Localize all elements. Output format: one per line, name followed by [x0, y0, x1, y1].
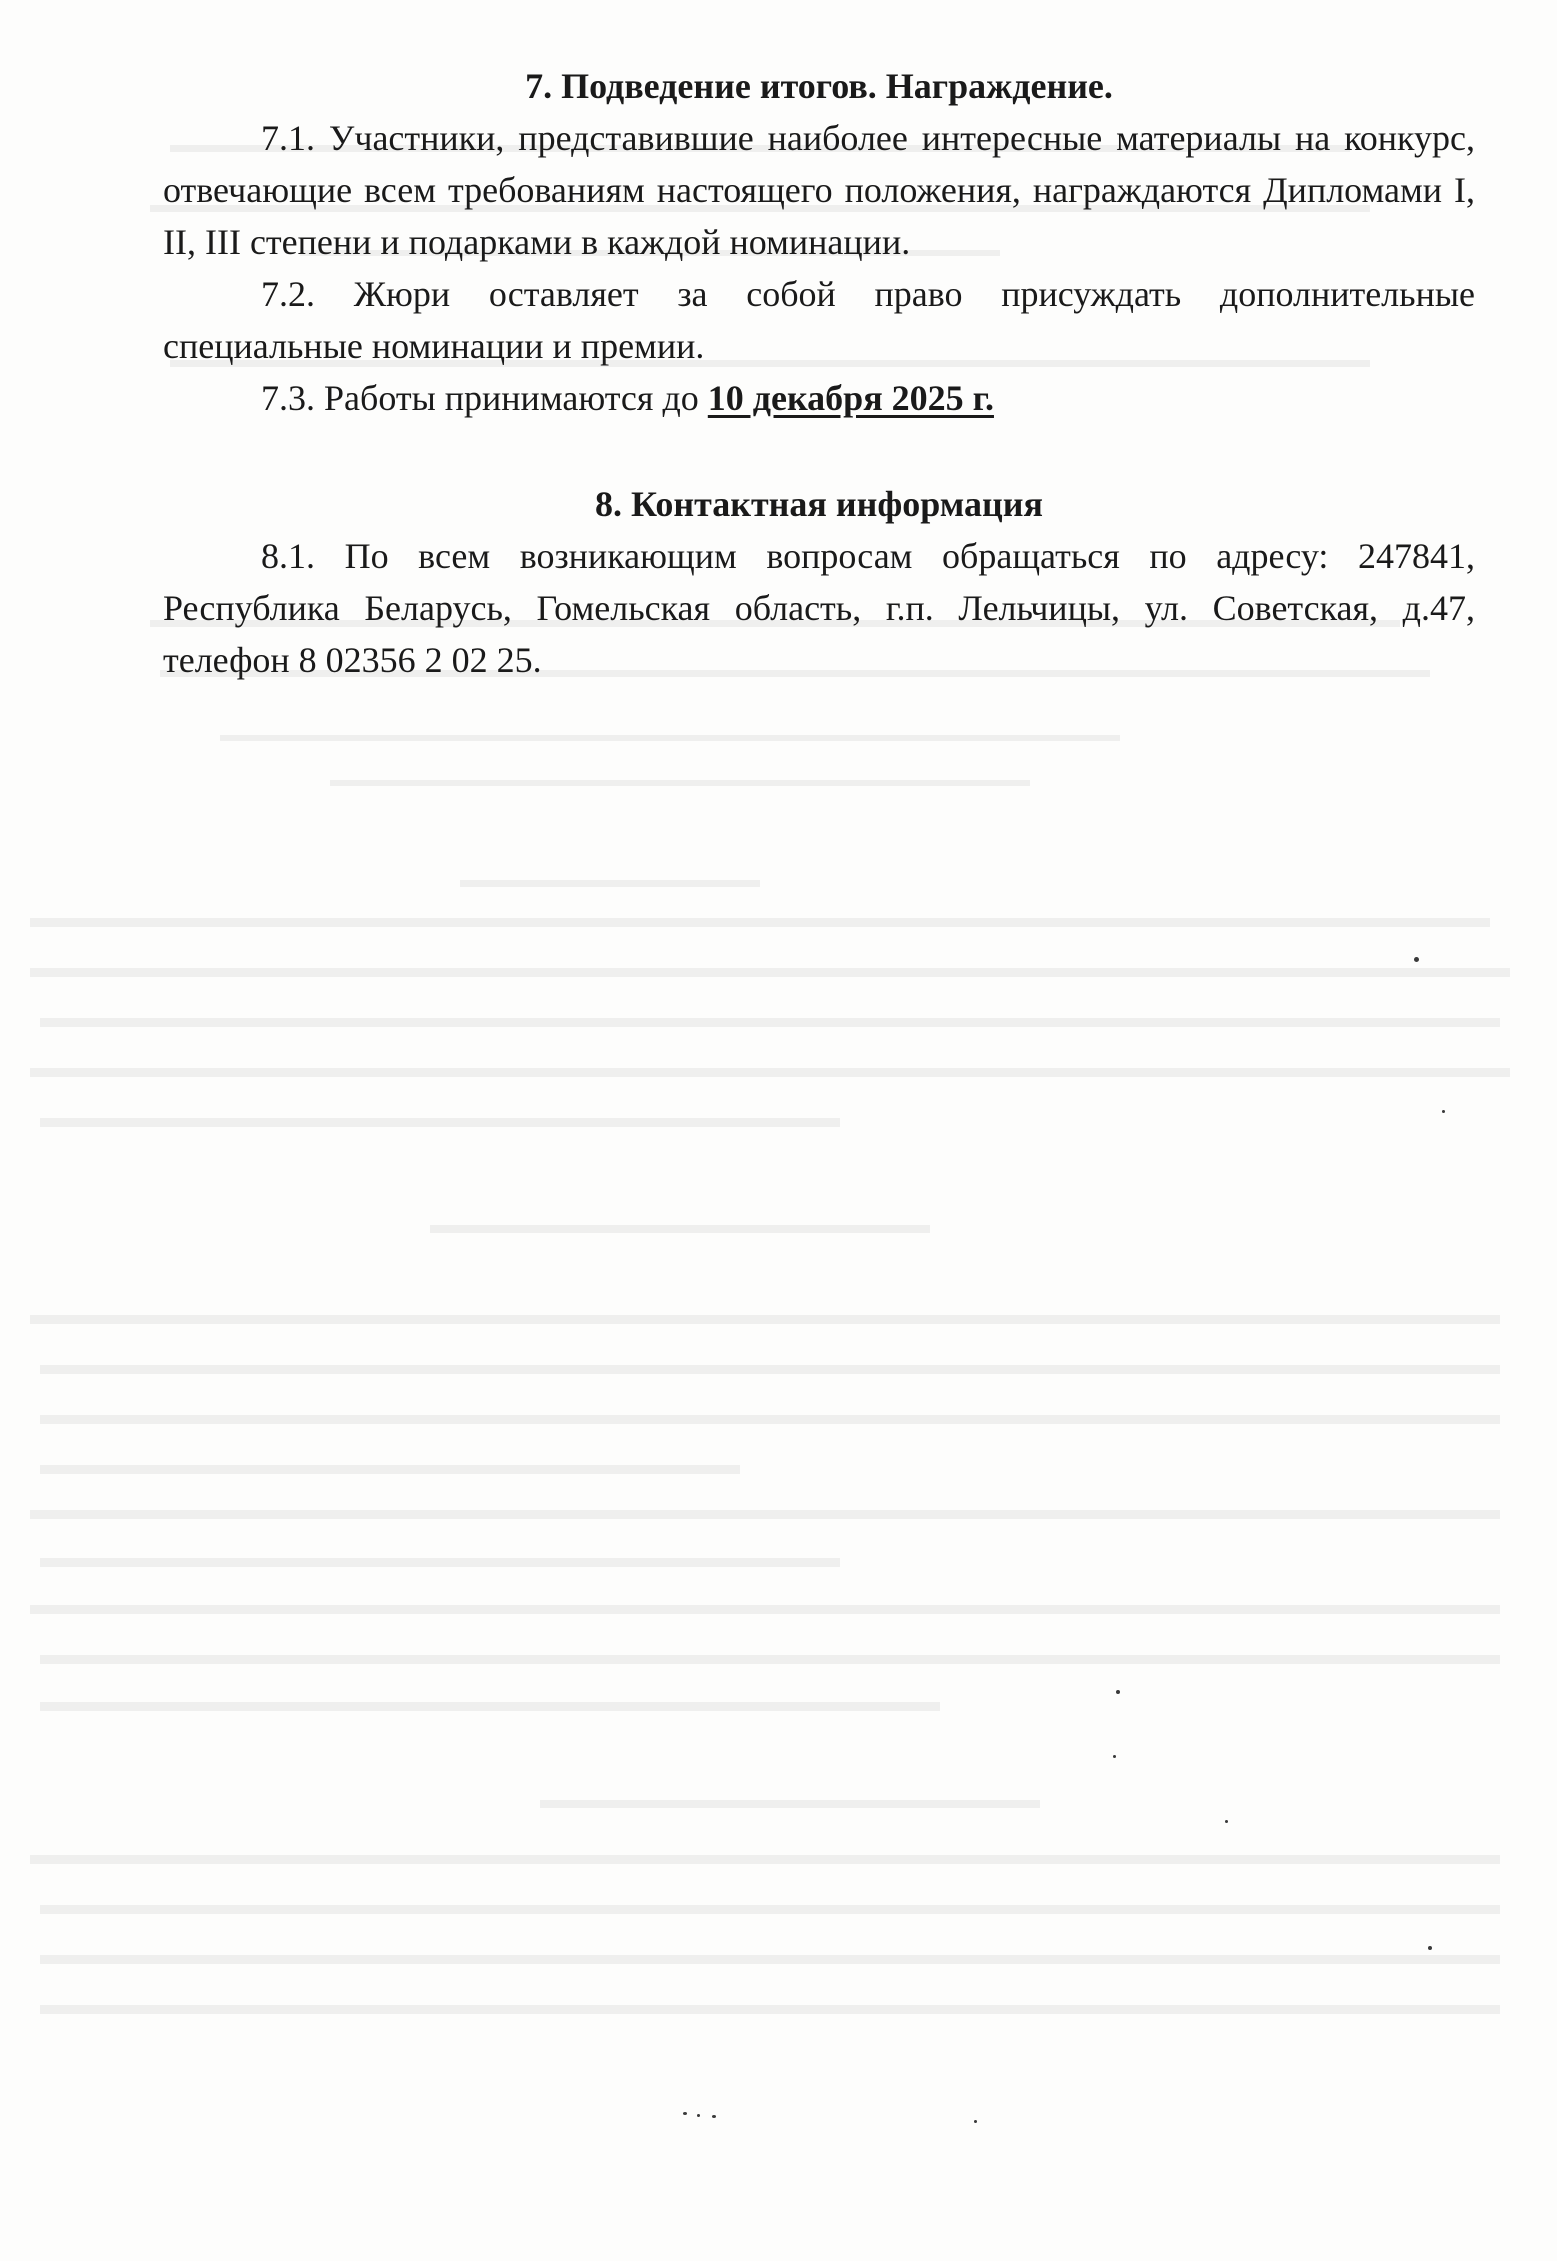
scan-speck [1442, 1110, 1445, 1113]
section-8-heading: 8. Контактная информация [595, 484, 1043, 524]
scan-speck [1428, 1946, 1432, 1950]
clause-7-3-text: 7.3. Работы принимаются до [261, 378, 708, 418]
clause-7-2: 7.2. Жюри оставляет за собой право присуждать дополнительные специальные номинации и премии. [163, 274, 1475, 366]
scan-speck [1225, 1820, 1228, 1823]
document-body [163, 60, 1475, 686]
section-contact-info [163, 478, 1475, 686]
clause-8-1: 8.1. По всем возникающим вопросам обращаться по адресу: 247841, Республика Беларусь, Гомельская область, г.п. Лельчицы, ул. Советская, д.47, телефон 8 02356 2 02 25. [163, 536, 1475, 680]
section-results-awards [163, 60, 1475, 424]
clause-7-3 [163, 372, 1475, 424]
submission-deadline: 10 декабря 2025 г. [707, 378, 994, 418]
scan-speck [697, 2114, 700, 2117]
clause-7-1: 7.1. Участники, представившие наиболее интересные материалы на конкурс, отвечающие всем требованиям настоящего положения, награждаются Дипломами I, II, III степени и подарками в каждой номинации. [163, 118, 1475, 262]
scan-speck [712, 2115, 716, 2118]
scan-speck [1113, 1755, 1116, 1758]
scan-speck [1116, 1690, 1120, 1694]
scan-speck [974, 2120, 977, 2123]
scan-speck [1414, 957, 1419, 962]
section-7-heading: 7. Подведение итогов. Награждение. [525, 66, 1113, 106]
scan-speck [683, 2112, 687, 2115]
